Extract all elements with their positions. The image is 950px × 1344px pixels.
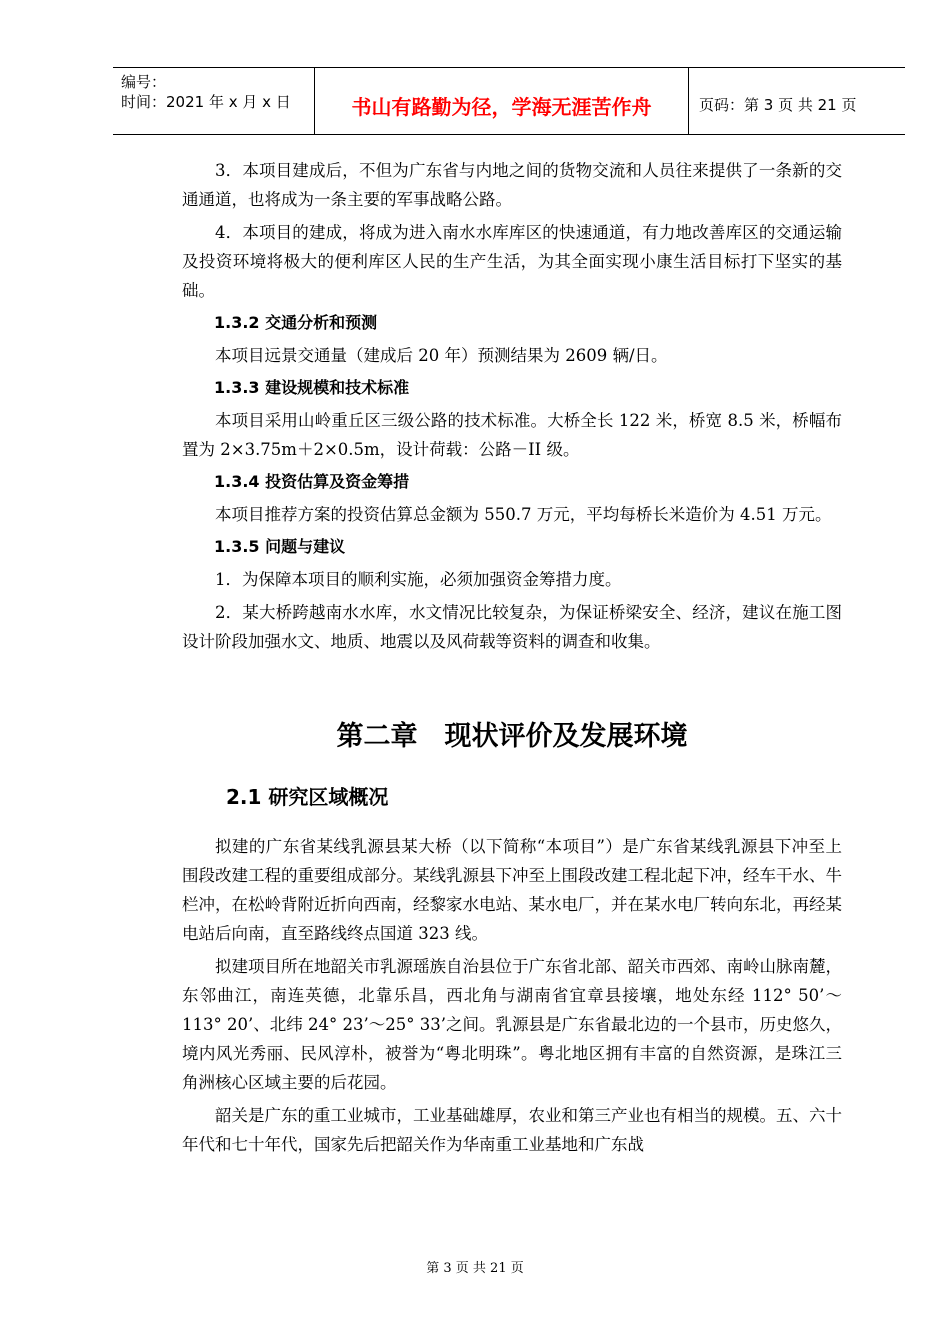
- section-heading: 2.1 研究区域概况: [226, 785, 389, 809]
- paragraph: 3．本项目建成后，不但为广东省与内地之间的货物交流和人员往来提供了一条新的交通通道，也将成为一条主要的军事战略公路。: [182, 161, 842, 209]
- paragraph: 本项目推荐方案的投资估算总金额为 550.7 万元，平均每桥长米造价为 4.51 万元。: [215, 505, 832, 524]
- subsection-heading: 1.3.2 交通分析和预测: [214, 313, 378, 332]
- paragraph: 本项目采用山岭重丘区三级公路的技术标准。大桥全长 122 米，桥宽 8.5 米，桥幅布置为 2×3.75m＋2×0.5m，设计荷载：公路－II 级。: [182, 411, 842, 459]
- paragraph: 拟建项目所在地韶关市乳源瑶族自治县位于广东省北部、韶关市西郊、南岭山脉南麓，东邻曲江，南连英德，北靠乐昌，西北角与湖南省宜章县接壤，地处东经 112° 50’～113° 20’、北纬 24° 23’～25° 33’之间。乳源县是广东省最北边的一个县市，历史悠久，境内风光秀丽、民风淳朴，被誉为“粤北明珠”。粤北地区拥有丰富的自然资源，是珠江三角洲核心区域主要的后花园。: [182, 957, 842, 1092]
- subsection-heading: 1.3.4 投资估算及资金筹措: [214, 472, 410, 491]
- page-header: [113, 67, 905, 135]
- number-label: 编号：: [121, 73, 167, 91]
- paragraph: 拟建的广东省某线乳源县某大桥（以下简称“本项目”）是广东省某线乳源县下冲至上围段改建工程的重要组成部分。某线乳源县下冲至上围段改建工程北起下冲，经车干水、牛栏冲，在松岭背附近折向西南，经黎家水电站、某水电厂，并在某水电厂转向东北，再经某电站后向南，直至路线终点国道 323 线。: [182, 837, 842, 943]
- header-page-info: 页码：第 3 页 共 21 页: [699, 95, 857, 114]
- subsection-heading: 1.3.5 问题与建议: [214, 537, 346, 556]
- paragraph: 本项目远景交通量（建成后 20 年）预测结果为 2609 辆/日。: [215, 346, 668, 365]
- time-label: 时间：2021 年 x 月 x 日: [121, 93, 291, 111]
- paragraph: 1．为保障本项目的顺利实施，必须加强资金筹措力度。: [215, 570, 622, 589]
- paragraph: 4．本项目的建成，将成为进入南水水库库区的快速通道，有力地改善库区的交通运输及投资环境将极大的便利库区人民的生产生活，为其全面实现小康生活目标打下坚实的基础。: [182, 223, 842, 300]
- document-body: [182, 156, 842, 1163]
- paragraph: 韶关是广东的重工业城市，工业基础雄厚，农业和第三产业也有相当的规模。五、六十年代和七十年代，国家先后把韶关作为华南重工业基地和广东战: [182, 1106, 842, 1154]
- chapter-title: 第二章 现状评价及发展环境: [336, 721, 688, 752]
- page-footer: 第 3 页 共 21 页: [426, 1261, 524, 1276]
- paragraph: 2．某大桥跨越南水水库，水文情况比较复杂，为保证桥梁安全、经济，建议在施工图设计阶段加强水文、地质、地震以及风荷载等资料的调查和收集。: [182, 603, 842, 651]
- subsection-heading: 1.3.3 建设规模和技术标准: [214, 378, 410, 397]
- header-motto: 书山有路勤为径，学海无涯苦作舟: [315, 68, 689, 134]
- header-meta: [113, 68, 315, 134]
